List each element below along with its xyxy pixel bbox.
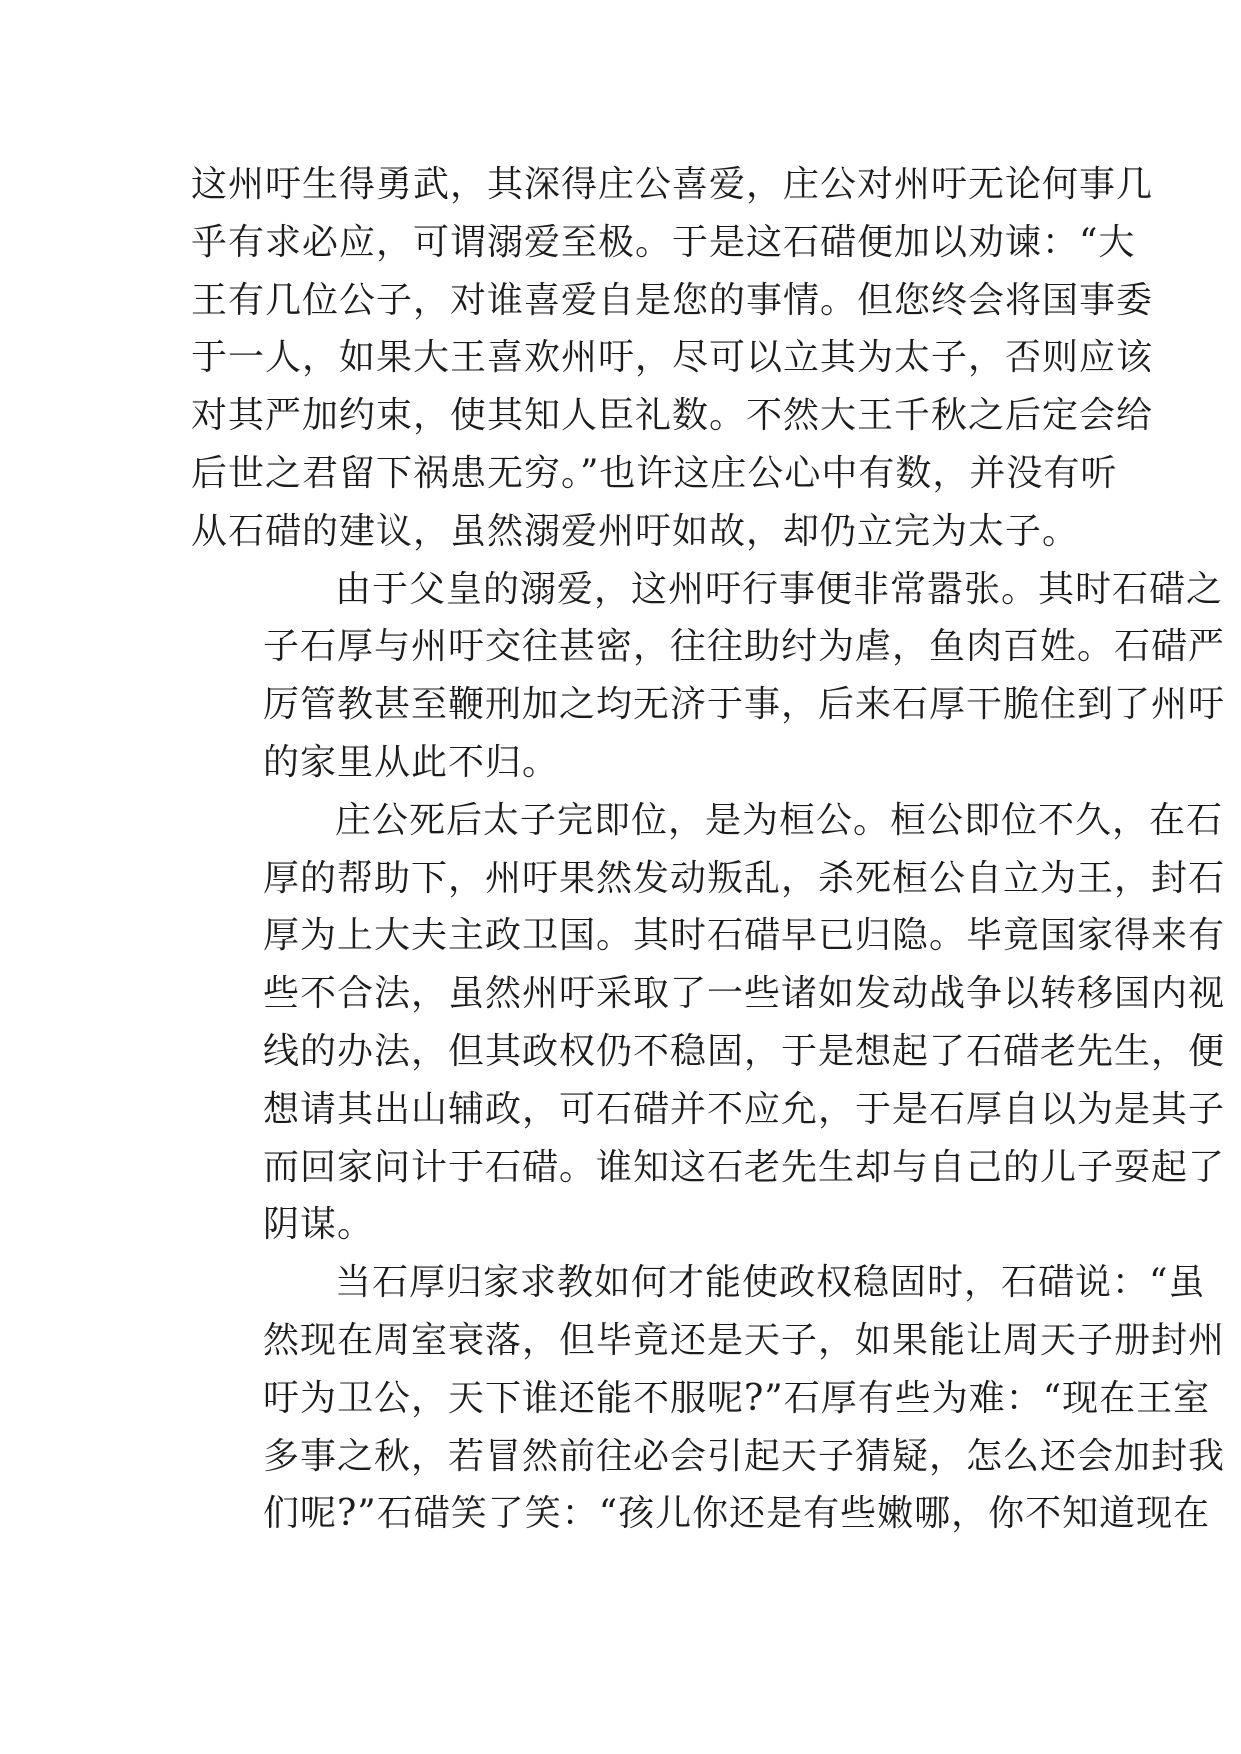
text-line: 厚的帮助下，州吁果然发动叛乱，杀死桓公自立为王，封石 [263, 857, 1226, 899]
text-line: 厚为上大夫主政卫国。其时石碏早已归隐。毕竟国家得来有 [263, 915, 1226, 957]
paragraph-3 [191, 792, 1226, 1254]
text-line: 后世之君留下祸患无穷。”也许这庄公心中有数，并没有听 [191, 452, 1118, 494]
text-line: 线的办法，但其政权仍不稳固，于是想起了石碏老先生，便 [263, 1030, 1226, 1072]
text-line: 的家里从此不归。 [263, 741, 560, 783]
text-line: 厉管教甚至鞭刑加之均无济于事，后来石厚干脆住到了州吁 [263, 684, 1226, 726]
text-line: 吁为卫公，天下谁还能不服呢?”石厚有些为难：“现在王室 [263, 1377, 1211, 1419]
paragraph-1 [191, 156, 1154, 561]
text-line: 王有几位公子，对谁喜爱自是您的事情。但您终会将国事委 [191, 279, 1154, 321]
text-line: 庄公死后太子完即位，是为桓公。桓公即位不久，在石 [335, 799, 1224, 841]
text-line: 些不合法，虽然州吁采取了一些诸如发动战争以转移国内视 [263, 973, 1226, 1015]
paragraph-2 [191, 561, 1226, 792]
text-line: 对其严加约束，使其知人臣礼数。不然大王千秋之后定会给 [191, 395, 1154, 437]
text-line: 从石碏的建议，虽然溺爱州吁如故，却仍立完为太子。 [191, 510, 1080, 552]
text-line: 当石厚归家求教如何才能使政权稳固时，石碏说：“虽 [335, 1262, 1206, 1304]
text-line: 乎有求必应，可谓溺爱至极。于是这石碏便加以劝谏：“大 [191, 221, 1136, 263]
text-line: 子石厚与州吁交往甚密，往往助纣为虐，鱼肉百姓。石碏严 [263, 626, 1226, 668]
text-line: 阴谋。 [263, 1204, 375, 1246]
paragraph-4 [191, 1254, 1226, 1543]
text-line: 这州吁生得勇武，其深得庄公喜爱，庄公对州吁无论何事几 [191, 164, 1154, 205]
text-line: 于一人，如果大王喜欢州吁，尽可以立其为太子，否则应该 [191, 337, 1154, 379]
text-line: 由于父皇的溺爱，这州吁行事便非常嚣张。其时石碏之 [335, 568, 1224, 610]
text-line: 想请其出山辅政，可石碏并不应允，于是石厚自以为是其子 [263, 1088, 1226, 1130]
text-line: 然现在周室衰落，但毕竟还是天子，如果能让周天子册封州 [263, 1319, 1226, 1361]
text-line: 们呢?”石碏笑了笑：“孩儿你还是有些嫩哪，你不知道现在 [263, 1493, 1211, 1535]
text-line: 多事之秋，若冒然前往必会引起天子猜疑，怎么还会加封我 [263, 1435, 1226, 1477]
text-line: 而回家问计于石碏。谁知这石老先生却与自己的儿子耍起了 [263, 1146, 1226, 1188]
document-page [191, 156, 1226, 1543]
